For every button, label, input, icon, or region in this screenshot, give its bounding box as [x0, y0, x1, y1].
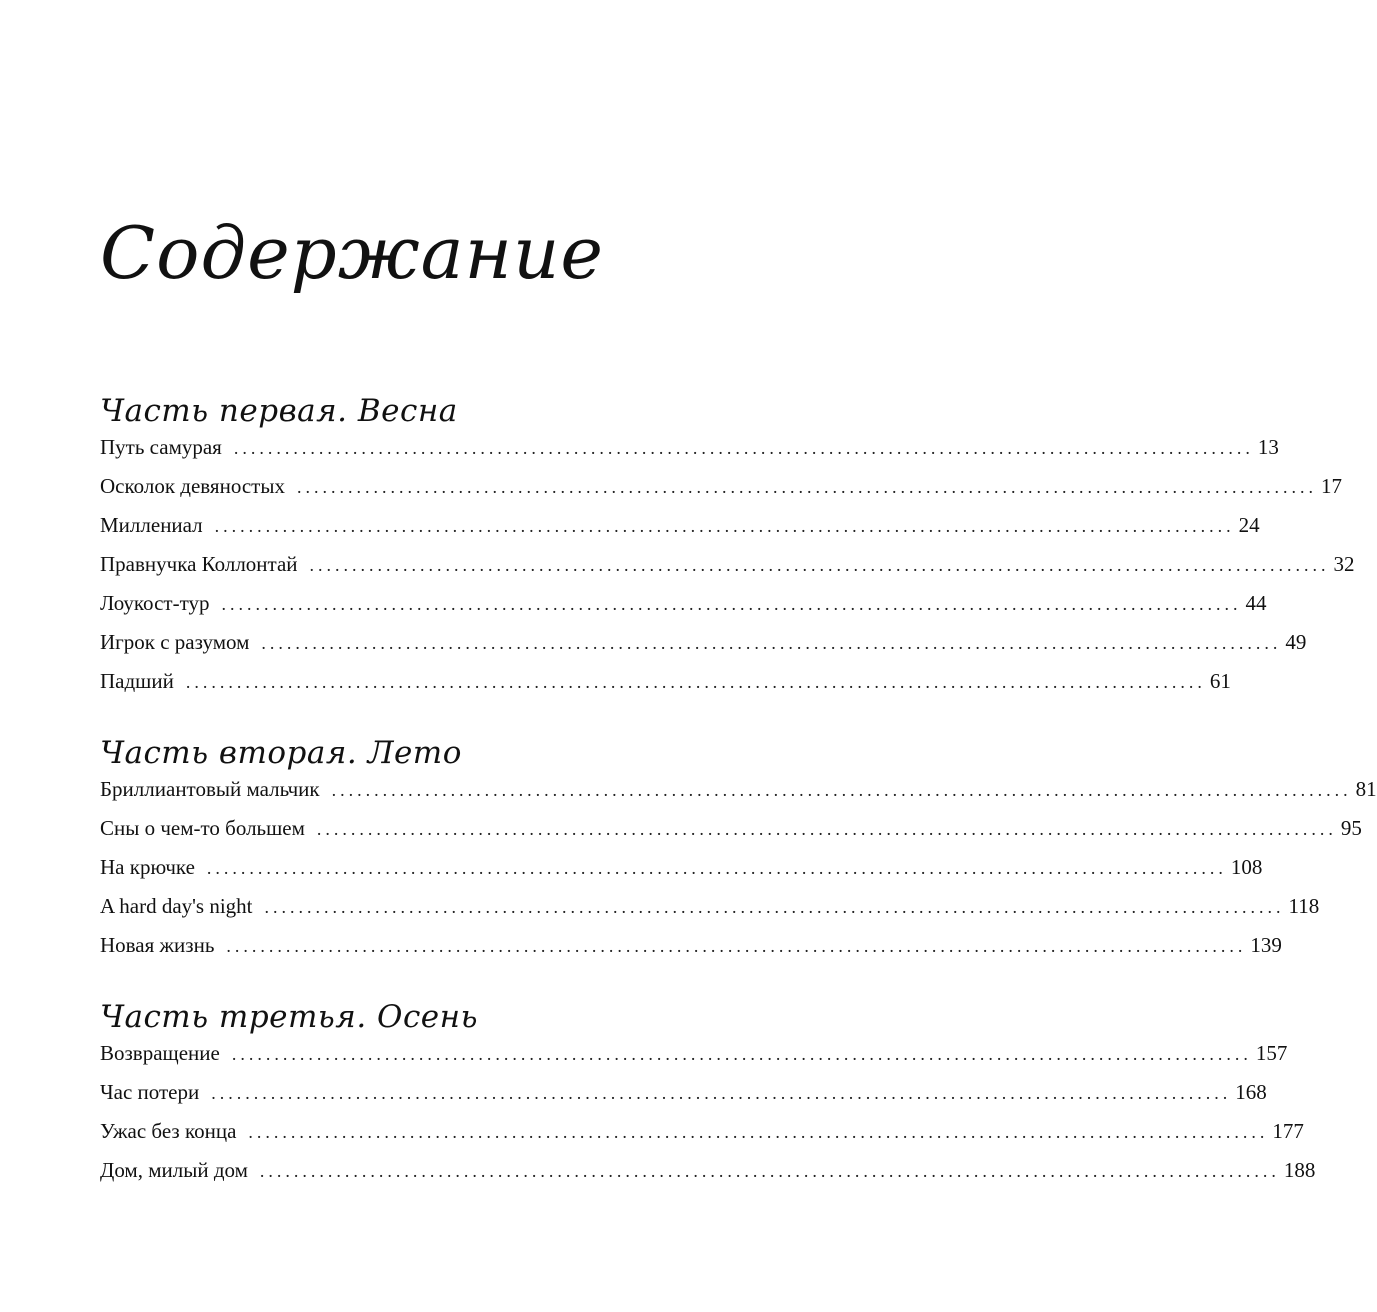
dot-leader: ........................................................................................................................ — [264, 897, 1285, 917]
toc-entry-title: Лоукост-тур — [100, 591, 210, 615]
toc-entry — [100, 813, 1362, 852]
toc-entry — [100, 1077, 1267, 1116]
dot-leader: ........................................................................................................................ — [261, 633, 1282, 653]
toc-entry-page: 24 — [1238, 513, 1260, 537]
dot-leader: ........................................................................................................................ — [185, 672, 1206, 692]
toc-entry-title: Возвращение — [100, 1041, 220, 1065]
toc-entry-title: Сны о чем-то большем — [100, 816, 305, 840]
toc-section-spring — [100, 393, 1355, 705]
section-heading: Часть третья. Осень — [100, 999, 478, 1035]
toc-entry — [100, 891, 1320, 930]
dot-leader: ........................................................................................................................ — [259, 1161, 1280, 1181]
toc-entry-title: Игрок с разумом — [100, 630, 250, 654]
toc-entry — [100, 1038, 1288, 1077]
dot-leader: ........................................................................................................................ — [233, 438, 1254, 458]
toc-entry-page: 49 — [1285, 630, 1307, 654]
toc-entry — [100, 774, 1377, 813]
toc-entry-page: 168 — [1235, 1080, 1267, 1104]
dot-leader: ........................................................................................................................ — [226, 936, 1247, 956]
dot-leader: ........................................................................................................................ — [231, 1044, 1252, 1064]
toc-entry — [100, 1155, 1316, 1194]
toc-entry-title: Новая жизнь — [100, 933, 215, 957]
page-title: Содержание — [100, 211, 604, 295]
toc-entry-title: Правнучка Коллонтай — [100, 552, 298, 576]
toc-entry-page: 108 — [1230, 855, 1263, 879]
toc-entry-title: Путь самурая — [100, 435, 222, 459]
toc-entry-page: 118 — [1288, 894, 1320, 918]
toc-entry-page: 13 — [1257, 435, 1279, 459]
toc-entry — [100, 627, 1307, 666]
dot-leader: ........................................................................................................................ — [309, 555, 1330, 575]
toc-entry-page: 157 — [1255, 1041, 1288, 1065]
section-heading: Часть вторая. Лето — [100, 735, 462, 771]
dot-leader: ........................................................................................................................ — [206, 858, 1227, 878]
toc-section-summer — [100, 735, 1377, 969]
toc-entry-page: 32 — [1333, 552, 1355, 576]
toc-list — [100, 1038, 1316, 1194]
toc-entry-page: 61 — [1209, 669, 1231, 693]
toc-entry — [100, 510, 1260, 549]
dot-leader: ........................................................................................................................ — [211, 1083, 1232, 1103]
toc-entry-title: Час потери — [100, 1080, 200, 1104]
toc-entry — [100, 852, 1263, 891]
toc-entry-page: 139 — [1250, 933, 1282, 957]
section-heading: Часть первая. Весна — [100, 393, 458, 429]
toc-entry-title: Бриллиантовый мальчик — [100, 777, 320, 801]
toc-entry — [100, 432, 1279, 471]
toc-entry — [100, 549, 1355, 588]
toc-list — [100, 774, 1377, 969]
dot-leader: ........................................................................................................................ — [316, 819, 1337, 839]
toc-entry — [100, 471, 1342, 510]
toc-entry-title: Дом, милый дом — [100, 1158, 248, 1182]
toc-section-autumn — [100, 999, 1316, 1194]
toc-entry-title: A hard day's night — [100, 894, 253, 918]
dot-leader: ........................................................................................................................ — [221, 594, 1242, 614]
toc-entry — [100, 588, 1267, 627]
toc-entry-page: 44 — [1245, 591, 1267, 615]
toc-entry-title: Ужас без конца — [100, 1119, 237, 1143]
toc-entry — [100, 666, 1231, 705]
toc-entry-title: Осколок девяностых — [100, 474, 285, 498]
toc-entry-page: 81 — [1355, 777, 1377, 801]
dot-leader: ........................................................................................................................ — [248, 1122, 1269, 1142]
dot-leader: ........................................................................................................................ — [331, 780, 1352, 800]
toc-entry-title: Падший — [100, 669, 174, 693]
toc-entry-page: 177 — [1272, 1119, 1304, 1143]
toc-list — [100, 432, 1355, 705]
toc-entry-page: 17 — [1320, 474, 1342, 498]
toc-entry-page: 188 — [1283, 1158, 1316, 1182]
dot-leader: ........................................................................................................................ — [296, 477, 1317, 497]
toc-entry — [100, 930, 1282, 969]
toc-entry-title: На крючке — [100, 855, 195, 879]
toc-entry-page: 95 — [1340, 816, 1362, 840]
toc-entry-title: Миллениал — [100, 513, 203, 537]
toc-entry — [100, 1116, 1304, 1155]
dot-leader: ........................................................................................................................ — [214, 516, 1235, 536]
